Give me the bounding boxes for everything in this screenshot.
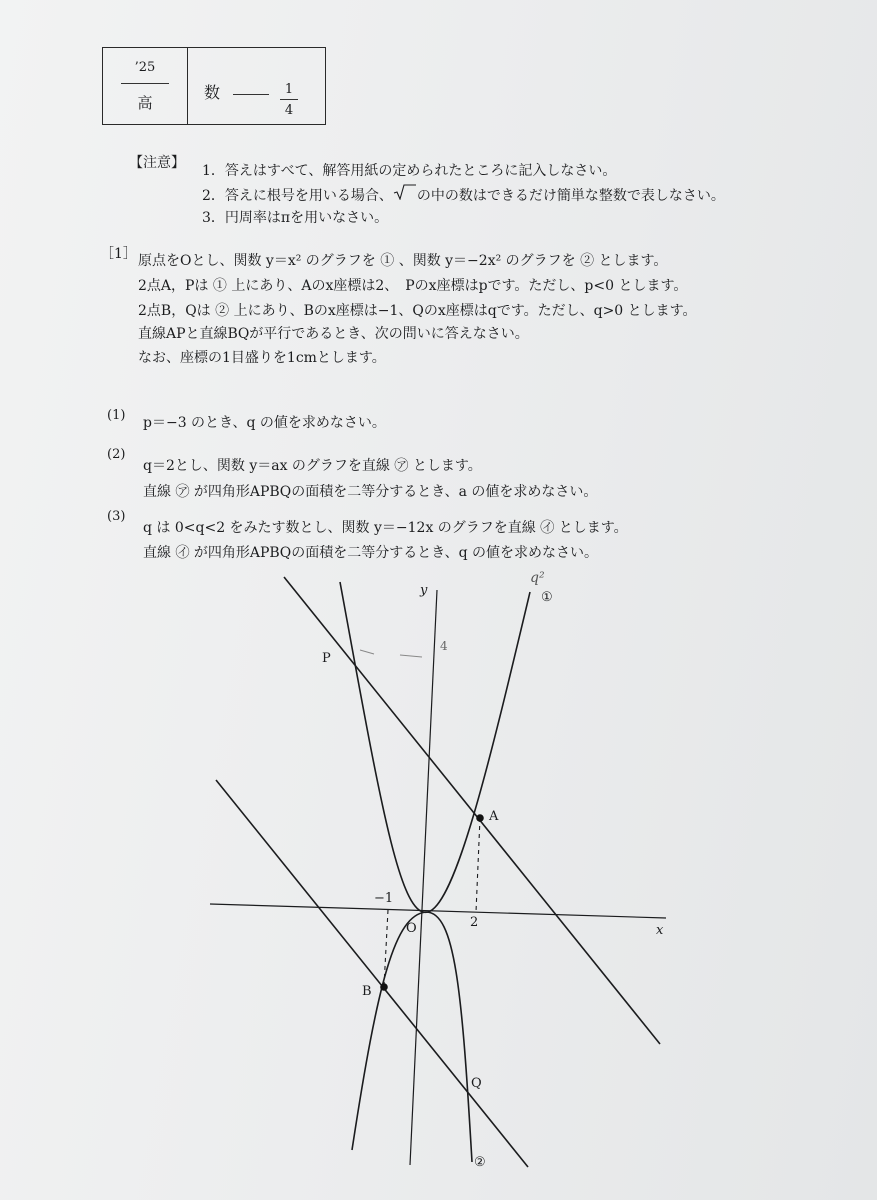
problem-line-2: 2点A，Pは ① 上にあり、Aのx座標は2、 Pのx座標はpです。ただし、p<0 とします。 [138,278,688,294]
point-p-label: P [322,651,331,666]
y-axis-label: y [420,583,428,598]
year-label: ’25 [134,60,156,75]
line-ap [284,577,660,1044]
subq-2-line-2: 直線 ㋐ が四角形APBQの面積を二等分するとき、a の値を求めなさい。 [143,484,598,500]
subq-3-line-2: 直線 ㋑ が四角形APBQの面積を二等分するとき、q の値を求めなさい。 [143,545,599,561]
curve-1-label: ① [541,590,553,605]
line-bq [216,780,528,1167]
page-number: 1 [284,82,294,97]
handwritten-q-squared: q² [530,570,545,586]
subq-3-number: (3) [107,509,126,524]
problem-line-4: 直線APと直線BQが平行であるとき、次の問いに答えなさい。 [138,326,529,342]
pencil-mark [400,655,422,657]
problem-line-1: 原点をOとし、関数 y＝x² のグラフを ① 、関数 y＝−2x² のグラフを ② とします。 [138,253,668,269]
tick-neg1-label: −1 [374,891,394,906]
notice-label: 【注意】 [129,155,185,171]
x-axis-label: x [656,923,664,938]
notice-item-2-end: の中の数はできるだけ簡単な整数で表しなさい。 [416,188,725,204]
page-total: 4 [284,103,294,118]
subq-3-line-1: q は 0<q<2 をみたす数とし、関数 y＝−12x のグラフを直線 ㋑ とします。 [143,520,628,536]
handwritten-four: 4 [440,639,448,653]
pencil-mark [360,650,374,654]
tick-2-label: 2 [470,915,479,930]
subq-1-line-1: p＝−3 のとき、q の値を求めなさい。 [143,415,386,431]
grade-label: 高 [137,94,153,112]
problem-line-5: なお、座標の1目盛りを1cmとします。 [138,350,386,366]
subject-label: 数 [204,83,221,102]
dashed-guide-a [476,818,480,912]
y-axis-line [410,590,437,1165]
point-b-label: B [362,984,372,999]
problem-marker: ［1］ [100,246,137,262]
problem-line-3: 2点B，Qは ② 上にあり、Bのx座標は−1、Qのx座標はqです。ただし、q>0 とします。 [138,303,697,319]
notice-item-1: 1．答えはすべて、解答用紙の定められたところに記入しなさい。 [202,163,617,179]
origin-label: O [406,921,417,936]
curve-2-label: ② [474,1155,486,1170]
point-q-label: Q [471,1076,482,1091]
subq-2-line-1: q＝2とし、関数 y＝ax のグラフを直線 ㋐ とします。 [143,458,482,474]
notice-item-2-start: 2．答えに根号を用いる場合、 [202,188,393,204]
point-b-dot [380,983,388,991]
subq-2-number: (2) [107,447,126,462]
notice-item-3: 3．円周率はπを用いなさい。 [202,210,389,226]
subq-1-number: (1) [107,408,126,423]
point-a-dot [476,814,484,822]
point-a-label: A [489,809,499,824]
x-axis-line [210,904,666,918]
